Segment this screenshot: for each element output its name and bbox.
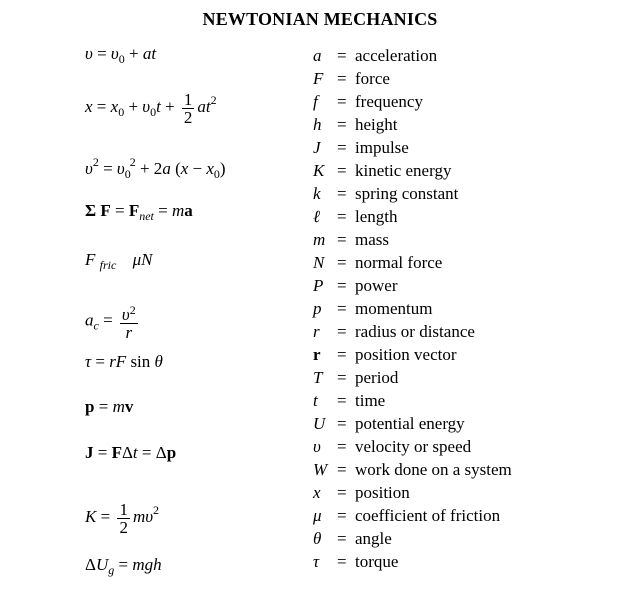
definition-symbol: μ bbox=[313, 506, 322, 525]
definition-row: f = frequency bbox=[313, 92, 423, 111]
fraction-one-half-ke: $\frac{1}{2}$ bbox=[119, 499, 128, 537]
definition-row: θ = angle bbox=[313, 529, 392, 548]
definition-symbol: θ bbox=[313, 529, 322, 548]
definition-meaning: potential energy bbox=[355, 414, 465, 433]
definition-row: υ = velocity or speed bbox=[313, 437, 472, 456]
definition-row: τ = torque bbox=[313, 552, 399, 571]
definition-symbol: τ bbox=[313, 552, 320, 571]
definition-row: x = position bbox=[313, 483, 410, 502]
definition-symbol: r bbox=[313, 345, 321, 364]
definitions-list bbox=[313, 44, 512, 573]
definition-meaning: momentum bbox=[355, 299, 433, 318]
definition-meaning: power bbox=[355, 276, 398, 295]
definition-meaning: length bbox=[355, 207, 398, 226]
equation-momentum: p = mv bbox=[85, 397, 134, 416]
definition-symbol: k bbox=[313, 184, 321, 203]
definition-symbol: h bbox=[313, 115, 322, 134]
definition-row: k = spring constant bbox=[313, 184, 459, 203]
definition-meaning: torque bbox=[355, 552, 399, 571]
equation-velocity-squared: $\upsilon^2 = \upsilon_0^2 + 2a$ $(x - x_0)$ bbox=[85, 155, 226, 181]
definition-meaning: work done on a system bbox=[355, 460, 512, 479]
definition-meaning: mass bbox=[355, 230, 389, 249]
definition-meaning: height bbox=[355, 115, 398, 134]
definition-meaning: time bbox=[355, 391, 386, 410]
equation-kinetic-energy: K = $\frac{1}{2}$ $m\upsilon^2$ bbox=[85, 499, 160, 537]
definition-symbol: p bbox=[313, 299, 322, 318]
definition-symbol: T bbox=[313, 368, 323, 387]
definition-meaning: coefficient of friction bbox=[355, 506, 501, 525]
page-title: NEWTONIAN MECHANICS bbox=[202, 9, 438, 29]
definition-row: p = momentum bbox=[313, 299, 433, 318]
definition-meaning: force bbox=[355, 69, 390, 88]
definition-meaning: period bbox=[355, 368, 399, 387]
equation-newtons-second-law: Σ $F = F_{net}$ = ma bbox=[85, 201, 193, 223]
definition-symbol: r bbox=[313, 322, 320, 341]
definition-symbol: U bbox=[313, 414, 326, 433]
definition-row: P = power bbox=[313, 276, 398, 295]
definition-meaning: position vector bbox=[355, 345, 457, 364]
definition-row: F = force bbox=[313, 69, 390, 88]
definition-symbol: K bbox=[313, 161, 325, 180]
definition-row: a = acceleration bbox=[313, 46, 438, 65]
definition-symbol: υ bbox=[313, 437, 321, 456]
definition-symbol: F bbox=[313, 69, 324, 88]
definition-row: h = height bbox=[313, 115, 398, 134]
definition-row: N = normal force bbox=[313, 253, 443, 272]
definition-symbol: t bbox=[313, 391, 318, 410]
definition-row: W = work done on a system bbox=[313, 460, 512, 479]
definition-row: μ = coefficient of friction bbox=[313, 506, 501, 525]
equation-impulse: J = FΔt = Δp bbox=[85, 443, 177, 462]
fraction-one-half: $\frac{1}{2}$ bbox=[183, 89, 193, 127]
definition-meaning: kinetic energy bbox=[355, 161, 452, 180]
fraction-v-squared-over-r: $\frac{\upsilon^2}{r}$ bbox=[121, 303, 136, 342]
definition-symbol: W bbox=[313, 460, 328, 479]
equation-torque: τ = rF sin θ bbox=[85, 352, 163, 371]
equation-centripetal-acceleration: $a_c$ = $\frac{\upsilon^2}{r}$ bbox=[85, 303, 136, 342]
definition-symbol: f bbox=[313, 92, 318, 111]
definition-row: J = impulse bbox=[313, 138, 409, 157]
equation-position: $x = x_0 + \upsilon_0t$ + $\frac{1}{2}$ $at^2$ bbox=[85, 89, 217, 127]
definition-meaning: impulse bbox=[355, 138, 409, 157]
definition-row: r = position vector bbox=[313, 345, 457, 364]
definition-row: ℓ = length bbox=[313, 207, 398, 226]
definition-symbol: P bbox=[313, 276, 324, 295]
equation-friction: F $_{fric}$ μN bbox=[85, 250, 153, 272]
definition-row: t = time bbox=[313, 391, 386, 410]
equation-potential-energy: $\Delta U_g$ = mgh bbox=[85, 555, 162, 577]
definition-symbol: N bbox=[313, 253, 325, 272]
equation-velocity: $\upsilon = \upsilon_0$ + at bbox=[85, 44, 157, 66]
definition-meaning: angle bbox=[355, 529, 392, 548]
definition-meaning: spring constant bbox=[355, 184, 459, 203]
definition-meaning: velocity or speed bbox=[355, 437, 472, 456]
definition-row: T = period bbox=[313, 368, 399, 387]
definition-row: r = radius or distance bbox=[313, 322, 475, 341]
definition-symbol: m bbox=[313, 230, 326, 249]
definition-row: U = potential energy bbox=[313, 414, 465, 433]
definition-meaning: radius or distance bbox=[355, 322, 475, 341]
definition-meaning: position bbox=[355, 483, 410, 502]
definition-meaning: acceleration bbox=[355, 46, 438, 65]
definition-row: K = kinetic energy bbox=[313, 161, 452, 180]
definition-symbol: a bbox=[313, 46, 322, 65]
definition-symbol: ℓ bbox=[313, 207, 321, 226]
definition-meaning: normal force bbox=[355, 253, 443, 272]
definition-symbol: J bbox=[313, 138, 321, 157]
definition-meaning: frequency bbox=[355, 92, 423, 111]
definition-symbol: x bbox=[313, 483, 321, 502]
definition-row: m = mass bbox=[313, 230, 389, 249]
